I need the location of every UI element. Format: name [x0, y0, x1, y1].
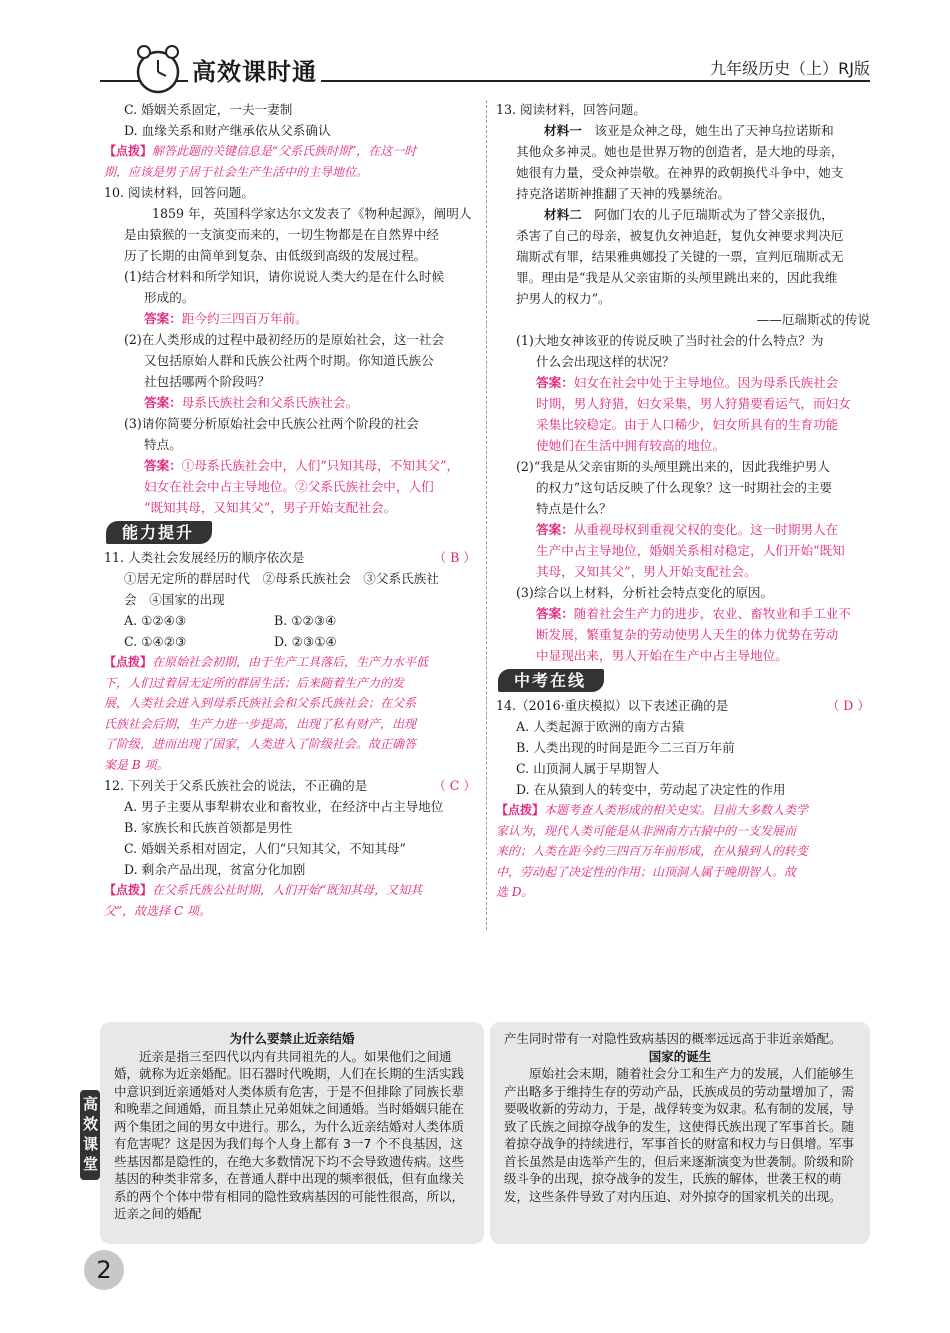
sub-question: (3)请你简要分析原始社会中氏族公社两个阶段的社会 [124, 416, 419, 431]
tip-line: 【点拨】解答此题的关键信息是“父系氏族时期”，在这一时 [104, 144, 417, 158]
option-line: C. 婚姻关系固定，一夫一妻制 [124, 102, 293, 117]
right-column [496, 99, 870, 903]
answer-line: 生产中占主导地位，婚姻关系相对稳定，人们开始“既知 [536, 543, 845, 558]
option-d: D. 剩余产品出现，贫富分化加剧 [124, 862, 306, 877]
option-b: B. 家族长和氏族首领都是男性 [124, 820, 293, 835]
material-line: 其他众多神灵。她也是世界万物的创造者，是大地的母亲， [516, 144, 844, 159]
material-line: 杀害了自己的母亲，被复仇女神追赶，复仇女神要求判决厄 [516, 228, 844, 243]
answer-line: 使她们在生活中拥有较高的地位。 [536, 438, 725, 453]
tip-line: 中，劳动起了决定性的作用；山顶洞人属于晚期智人。故 [496, 864, 797, 879]
answer-line: “既知其母，又知其父”，男子开始支配社会。 [144, 500, 397, 515]
section-heading: 能力提升 [106, 521, 212, 544]
material-line: 材料二 阿伽门农的儿子厄瑞斯忒为了替父亲报仇， [544, 207, 834, 222]
material-source: ——厄瑞斯忒的传说 [756, 312, 870, 327]
page-number: 2 [84, 1250, 124, 1290]
material-line: 材料一 该亚是众神之母，她生出了天神乌拉诺斯和 [544, 123, 834, 138]
answer-line: 断发展，繁重复杂的劳动使男人天生的体力优势在劳动 [536, 627, 839, 642]
option-c: C. 山顶洞人属于早期智人 [516, 761, 660, 776]
answer-line: 答案：妇女在社会中处于主导地位。因为母系氏族社会 [536, 375, 839, 390]
side-tab-label: 高效课堂 [83, 1095, 99, 1173]
option-line: D. 血缘关系和财产继承依从父系确认 [124, 123, 331, 138]
option-d: D. ②③①④ [274, 634, 337, 649]
answer-line: 答案：距今约三四百万年前。 [144, 311, 308, 326]
alarm-clock-logo-icon [132, 44, 184, 96]
question-13: 13. 阅读材料，回答问题。 [496, 102, 646, 117]
answer-choice: （ D ） [826, 698, 870, 713]
answer-line: 时期，男人狩猎，妇女采集，男人狩猎要看运气，而妇女 [536, 396, 851, 411]
material-line: 是由猿猴的一支演变而来的，一切生物都是在自然界中经 [124, 227, 439, 242]
sub-question: (1)大地女神该亚的传说反映了当时社会的什么特点？为 [516, 333, 824, 348]
box-paragraph: 近亲是指三至四代以内有共同祖先的人。如果他们之间通婚，就称为近亲婚配。旧石器时代晚期，人们在长期的生活实践中意识到近亲通婚对人类体质有危害，于是不但排除了同族长辈和晚辈之间通婚，而且禁止兄弟姐妹之间通婚。当时婚姻只能在两个集团之间的男女中进行。那么，为什么近亲结婚对人类体质有危害呢？这是因为我们每个人身上都有 3一7 个不良基因，这些基因都是隐性的，在绝大多数情况下均不会导致遗传病。这些基因的种类非常多，在普通人群中出现的频率很低，但有血缘关系的两个个体中带有相同的隐性致病基因的可能性很高，所以，近亲之间的婚配 [114, 1048, 465, 1221]
answer-line: 答案：从重视母权到重视父权的变化。这一时期男人在 [536, 522, 839, 537]
sub-question: 的权力”这句话反映了什么现象？这一时期社会的主要 [536, 480, 833, 495]
question-12: 12. 下列关于父系氏族社会的说法，不正确的是 （ C ） [104, 775, 476, 796]
section-heading: 中考在线 [498, 669, 604, 692]
material-line: 持克洛诺斯神推翻了天神的残暴统治。 [516, 186, 731, 201]
option-line: ①居无定所的群居时代 ②母系氏族社会 ③父系氏族社 [124, 571, 439, 586]
answer-choice: （ B ） [433, 550, 476, 565]
option-b: B. 人类出现的时间是距今二三百万年前 [516, 740, 735, 755]
tip-line: 案是 B 项。 [104, 757, 169, 772]
options-grid [104, 610, 476, 652]
tip-label: 【点拨】 [104, 144, 153, 158]
answer-line: 答案：①母系氏族社会中，人们“只知其母，不知其父”， [144, 458, 460, 473]
tip-line: 下，人们过着居无定所的群居生活；后来随着生产力的发 [104, 675, 405, 690]
left-column [104, 99, 476, 921]
brand-title: 高效课时通 [188, 52, 321, 87]
tip-line: 【点拨】本题考查人类形成的相关史实。目前大多数人类学 [496, 803, 809, 817]
tip-line: 家认为，现代人类可能是从非洲南方古猿中的一支发展而 [496, 823, 797, 838]
reading-box-1 [100, 1022, 484, 1244]
box-paragraph: 产生同时带有一对隐性致病基因的概率远远高于非近亲婚配。 [504, 1031, 842, 1046]
option-a: A. ①②④③ [124, 613, 187, 628]
tip-line: 期，应该是男子居于社会生产生活中的主导地位。 [104, 164, 369, 179]
tip-line: 【点拨】在父系氏族公社时期，人们开始“既知其母，又知其 [104, 883, 423, 897]
sub-question: (2)在人类形成的过程中最初经历的是原始社会，这一社会 [124, 332, 445, 347]
answer-choice: （ C ） [433, 778, 476, 793]
sub-question: (2)“我是从父亲宙斯的头颅里跳出来的，因此我维护男人 [516, 459, 830, 474]
sub-question: (3)综合以上材料，分析社会特点变化的原因。 [516, 585, 774, 600]
box-paragraph: 原始社会末期，随着社会分工和生产力的发展，人们能够生产出略多于维持生存的劳动产品，氏族成员的劳动量增加了，需要吸收新的劳动力，于是，战俘转变为奴隶。私有制的发展，导致了氏族之间掠夺战争的发生，这使得氏族出现了军事首长。随着掠夺战争的持续进行，军事首长的财富和权力与日俱增。军事首长虽然是由选举产生的，但后来逐渐演变为世袭制。阶级和阶级斗争的出现，掠夺战争的发生，氏族的解体，世袭王权的萌发，这些条件导致了对内压迫、对外掠夺的国家机关的出现。 [504, 1066, 855, 1204]
option-a: A. 男子主要从事犁耕农业和畜牧业，在经济中占主导地位 [124, 799, 444, 814]
material-line: 历了长期的由简单到复杂、由低级到高级的发展过程。 [124, 248, 427, 263]
column-divider [486, 100, 487, 930]
answer-line: 其母，又知其父”，男人开始支配社会。 [536, 564, 757, 579]
question-10: 10. 阅读材料，回答问题。 [104, 185, 254, 200]
grade-label: 九年级历史（上）RJ版 [704, 56, 870, 79]
tip-line: 【点拨】在原始社会初期，由于生产工具落后，生产力水平低 [104, 655, 429, 669]
answer-line: 妇女在社会中占主导地位。②父系氏族社会中，人们 [144, 479, 434, 494]
sub-question: 特点。 [144, 437, 182, 452]
question-14: 14.（2016·重庆模拟）以下表述正确的是 （ D ） [496, 695, 870, 716]
tip-line: 展，人类社会进入到母系氏族社会和父系氏族社会；在父系 [104, 696, 417, 710]
tip-line: 了阶级，进而出现了国家，人类进入了阶级社会。故正确答 [104, 737, 417, 751]
sub-question: 形成的。 [144, 290, 195, 305]
reading-box-2 [490, 1022, 870, 1244]
option-c: C. ①④②③ [124, 634, 187, 649]
material-line: 护男人的权力”。 [516, 291, 611, 306]
side-tab [80, 1090, 100, 1180]
sub-question: 社包括哪两个阶段吗？ [144, 374, 270, 389]
sub-question: 特点是什么？ [536, 501, 612, 516]
option-line: 会 ④国家的出现 [124, 592, 225, 607]
sub-question: (1)结合材料和所学知识，请你说说人类大约是在什么时候 [124, 269, 445, 284]
material-line: 1859 年，英国科学家达尔文发表了《物种起源》，阐明人 [152, 206, 472, 221]
tip-line: 氏族社会后期，生产力进一步提高，出现了私有财产，出现 [104, 716, 417, 731]
answer-line: 采集比较稳定。由于人口稀少，妇女所具有的生育功能 [536, 417, 839, 432]
box-title: 为什么要禁止近亲结婚 [229, 1031, 355, 1046]
answer-line: 答案：随着社会生产力的进步，农业、畜牧业和手工业不 [536, 606, 851, 621]
option-b: B. ①②③④ [274, 613, 337, 628]
option-d: D. 在从猿到人的转变中，劳动起了决定性的作用 [516, 782, 786, 797]
sub-question: 什么会出现这样的状况？ [536, 354, 675, 369]
answer-line: 中显现出来，男人开始在生产中占主导地位。 [536, 648, 788, 663]
material-line: 她很有力量，受众神崇敬。在神界的政朝换代斗争中，她支 [516, 165, 844, 180]
question-11: 11. 人类社会发展经历的顺序依次是 （ B ） [104, 547, 476, 568]
option-a: A. 人类起源于欧洲的南方古猿 [516, 719, 685, 734]
tip-line: 父”，故选择 C 项。 [104, 903, 211, 918]
page-header [100, 44, 870, 94]
tip-line: 选 D。 [496, 885, 534, 899]
tip-line: 来的；人类在距今约三四百万年前形成，在从猿到人的转变 [496, 844, 809, 858]
box-title: 国家的诞生 [648, 1048, 712, 1064]
material-line: 罪。理由是“我是从父亲宙斯的头颅里跳出来的，因此我维 [516, 270, 838, 285]
material-line: 瑞斯忒有罪，结果雅典娜投了关键的一票，宣判厄瑞斯忒无 [516, 249, 844, 264]
answer-line: 答案：母系氏族社会和父系氏族社会。 [144, 395, 359, 410]
sub-question: 又包括原始人群和氏族公社两个时期。你知道氏族公 [144, 353, 434, 368]
option-c: C. 婚姻关系相对固定，人们“只知其父，不知其母” [124, 841, 406, 856]
